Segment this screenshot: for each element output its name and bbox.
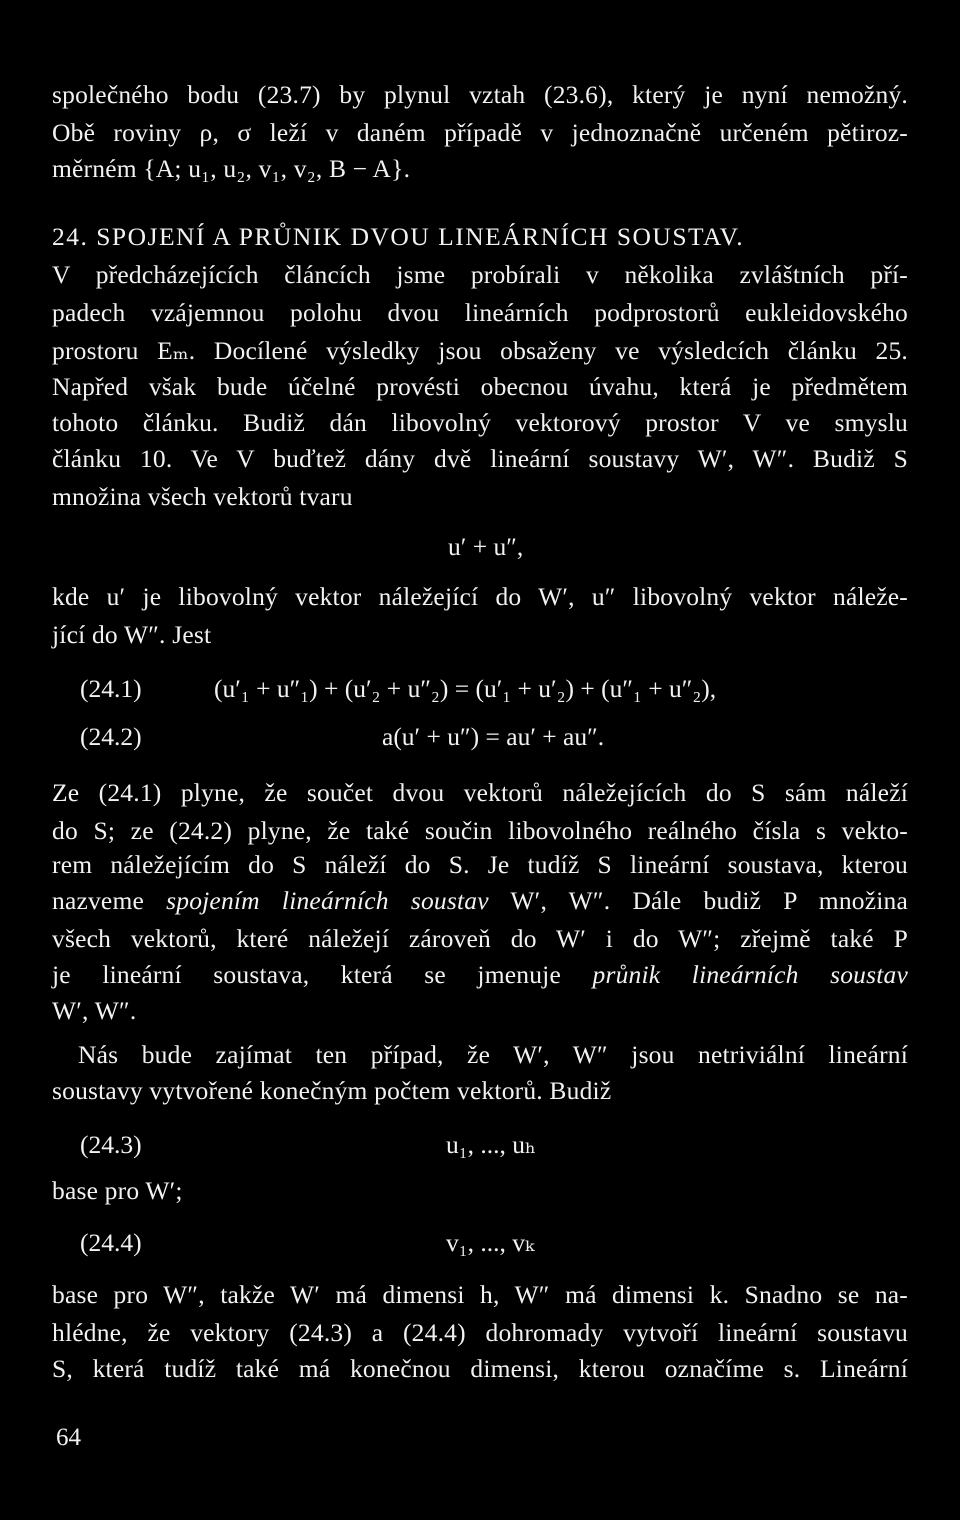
text-line: tohoto článku. Budiž dán libovolný vektorový prostor V ve smyslu bbox=[52, 408, 908, 437]
text-line: base pro W′; bbox=[52, 1176, 183, 1205]
text-line: společného bodu (23.7) by plynul vztah (23.6), který je nyní nemožný. bbox=[52, 80, 908, 109]
text-run: W′, W″. Dále budiž P množina bbox=[488, 886, 909, 915]
equation-label: (24.1) bbox=[80, 674, 142, 703]
text-run: nazveme bbox=[52, 886, 167, 915]
page-number: 64 bbox=[56, 1424, 81, 1451]
equation-label: (24.4) bbox=[80, 1228, 142, 1257]
equation-label: (24.3) bbox=[80, 1130, 142, 1159]
defined-term: průnik lineárních soustav bbox=[592, 960, 909, 989]
text-line bbox=[52, 888, 908, 914]
text-line: všech vektorů, které náležejí zároveň do W′ i do W″; zřejmě také P bbox=[52, 924, 908, 953]
text-line: měrném {A; u₁, u₂, v₁, v₂, B − A}. bbox=[52, 154, 411, 183]
text-line: V předcházejících článcích jsme probírali v několika zvláštních pří- bbox=[52, 260, 908, 289]
text-line: Nás bude zajímat ten případ, že W′, W″ jsou netriviální lineární bbox=[78, 1040, 908, 1069]
text-line: rem náležejícím do S náleží do S. Je tudíž S lineární soustava, kterou bbox=[52, 850, 908, 879]
text-line: článku 10. Ve V buďtež dány dvě lineární soustavy W′, W″. Budiž S bbox=[52, 444, 908, 473]
text-line bbox=[52, 962, 908, 988]
section-title: SPOJENÍ A PRŮNIK DVOU LINEÁRNÍCH SOUSTAV. bbox=[96, 222, 745, 251]
defined-term: spojením lineárních soustav bbox=[166, 886, 489, 915]
text-run: je lineární soustava, která se jmenuje bbox=[52, 960, 593, 989]
equation: (u′₁ + u″₁) + (u′₂ + u″₂) = (u′₁ + u′₂) + (u″₁ + u″₂), bbox=[214, 674, 717, 703]
text-line: Obě roviny ρ, σ leží v daném případě v jednoznačně určeném pětiroz- bbox=[52, 118, 908, 147]
equation-label: (24.2) bbox=[80, 722, 142, 751]
section-heading bbox=[52, 224, 908, 250]
text-line: Napřed však bude účelné provésti obecnou úvahu, která je předmětem bbox=[52, 372, 908, 401]
equation: u₁, ..., uₕ bbox=[446, 1130, 537, 1159]
text-line: W′, W″. bbox=[52, 996, 137, 1025]
text-line: kde u′ je libovolný vektor náležející do W′, u″ libovolný vektor náleže- bbox=[52, 582, 908, 611]
text-line: padech vzájemnou polohu dvou lineárních podprostorů eukleidovského bbox=[52, 298, 908, 327]
text-line: jící do W″. Jest bbox=[52, 620, 212, 649]
text-line: množina všech vektorů tvaru bbox=[52, 482, 353, 511]
equation: a(u′ + u″) = au′ + au″. bbox=[382, 722, 605, 751]
text-line: base pro W″, takže W′ má dimensi h, W″ má dimensi k. Snadno se na- bbox=[52, 1280, 908, 1309]
text-line: do S; ze (24.2) plyne, že také součin libovolného reálného čísla s vekto- bbox=[52, 816, 908, 845]
display-formula: u′ + u″, bbox=[448, 532, 524, 561]
text-line: hlédne, že vektory (24.3) a (24.4) dohromady vytvoří lineární soustavu bbox=[52, 1318, 908, 1347]
text-line: S, která tudíž také má konečnou dimensi, kterou označíme s. Lineární bbox=[52, 1354, 908, 1383]
text-line: soustavy vytvořené konečným počtem vektorů. Budiž bbox=[52, 1076, 612, 1105]
text-line: Ze (24.1) plyne, že součet dvou vektorů náležejících do S sám náleží bbox=[52, 778, 908, 807]
section-number: 24. bbox=[52, 222, 89, 251]
text-line: prostoru Eₘ. Docílené výsledky jsou obsaženy ve výsledcích článku 25. bbox=[52, 336, 908, 365]
equation: v₁, ..., vₖ bbox=[446, 1228, 535, 1257]
